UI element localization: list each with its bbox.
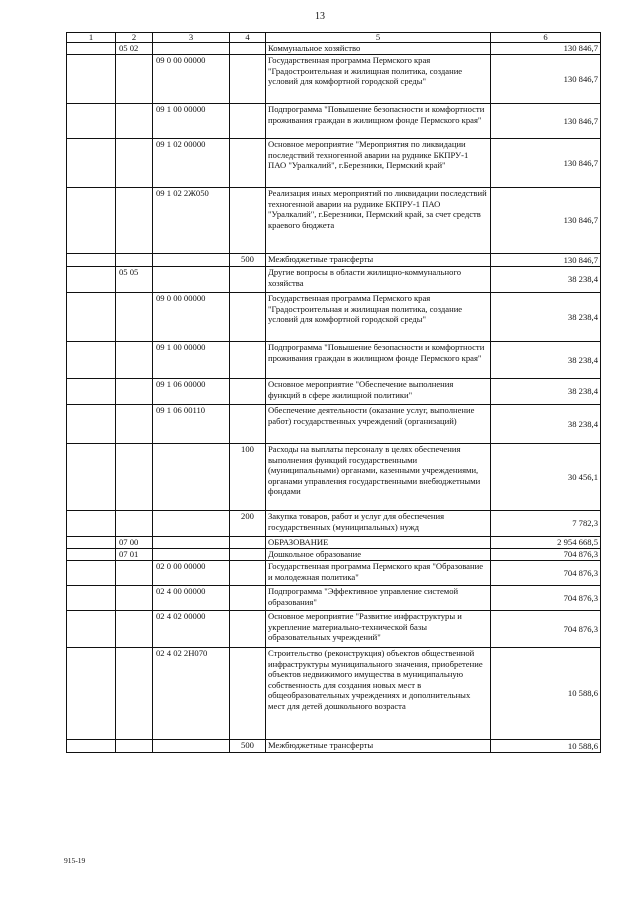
section-code bbox=[116, 104, 153, 139]
row-col-1 bbox=[67, 43, 116, 55]
row-col-1 bbox=[67, 55, 116, 104]
amount: 704 876,3 bbox=[491, 549, 601, 561]
table-row bbox=[67, 254, 601, 267]
section-code: 07 01 bbox=[116, 549, 153, 561]
target-article-code bbox=[153, 444, 230, 511]
target-article-code bbox=[153, 740, 230, 753]
amount: 704 876,3 bbox=[491, 561, 601, 586]
row-col-1 bbox=[67, 511, 116, 537]
target-article-code bbox=[153, 511, 230, 537]
item-name: Основное мероприятие "Мероприятия по ликвидации последствий техногенной аварии на руднике БКПРУ-1 ПАО "Уралкалий", г.Березники, Пермский край" bbox=[266, 139, 491, 188]
expense-type-code bbox=[230, 43, 266, 55]
section-code bbox=[116, 188, 153, 254]
document-code: 915-19 bbox=[64, 856, 86, 865]
section-code bbox=[116, 511, 153, 537]
row-col-1 bbox=[67, 254, 116, 267]
expense-type-code bbox=[230, 611, 266, 648]
section-code: 05 02 bbox=[116, 43, 153, 55]
expense-type-code: 500 bbox=[230, 740, 266, 753]
row-col-1 bbox=[67, 648, 116, 740]
target-article-code: 09 0 00 00000 bbox=[153, 55, 230, 104]
target-article-code bbox=[153, 254, 230, 267]
section-code bbox=[116, 586, 153, 611]
expense-type-code: 100 bbox=[230, 444, 266, 511]
row-col-1 bbox=[67, 444, 116, 511]
item-name: Закупка товаров, работ и услуг для обеспечения государственных (муниципальных) нужд bbox=[266, 511, 491, 537]
target-article-code: 09 0 00 00000 bbox=[153, 293, 230, 342]
amount: 130 846,7 bbox=[491, 104, 601, 139]
amount: 38 238,4 bbox=[491, 342, 601, 379]
section-code bbox=[116, 342, 153, 379]
header-col-3: 3 bbox=[153, 33, 230, 43]
section-code bbox=[116, 611, 153, 648]
table-row bbox=[67, 648, 601, 740]
target-article-code: 09 1 06 00110 bbox=[153, 405, 230, 444]
header-col-1: 1 bbox=[67, 33, 116, 43]
row-col-1 bbox=[67, 549, 116, 561]
item-name: Расходы на выплаты персоналу в целях обеспечения выполнения функций государственными (муниципальными) органами, казенными учреждениями, органами управления государственными внебюджетными фондами bbox=[266, 444, 491, 511]
table-row bbox=[67, 139, 601, 188]
expense-type-code bbox=[230, 104, 266, 139]
expense-type-code bbox=[230, 405, 266, 444]
section-code bbox=[116, 444, 153, 511]
header-col-2: 2 bbox=[116, 33, 153, 43]
section-code bbox=[116, 254, 153, 267]
amount: 10 588,6 bbox=[491, 648, 601, 740]
item-name: Подпрограмма "Повышение безопасности и комфортности проживания граждан в жилищном фонде Пермского края" bbox=[266, 342, 491, 379]
expense-type-code bbox=[230, 267, 266, 293]
row-col-1 bbox=[67, 586, 116, 611]
target-article-code bbox=[153, 537, 230, 549]
row-col-1 bbox=[67, 611, 116, 648]
expense-type-code bbox=[230, 293, 266, 342]
item-name: Дошкольное образование bbox=[266, 549, 491, 561]
target-article-code: 09 1 02 00000 bbox=[153, 139, 230, 188]
expense-type-code bbox=[230, 586, 266, 611]
amount: 130 846,7 bbox=[491, 188, 601, 254]
section-code bbox=[116, 139, 153, 188]
amount: 704 876,3 bbox=[491, 586, 601, 611]
item-name: Основное мероприятие "Развитие инфраструктуры и укрепление материально-технической базы образовательных учреждений" bbox=[266, 611, 491, 648]
header-col-6: 6 bbox=[491, 33, 601, 43]
item-name: Основное мероприятие "Обеспечение выполнения функций в сфере жилищной политики" bbox=[266, 379, 491, 405]
row-col-1 bbox=[67, 405, 116, 444]
table-row bbox=[67, 55, 601, 104]
target-article-code: 09 1 06 00000 bbox=[153, 379, 230, 405]
expense-type-code bbox=[230, 549, 266, 561]
table-row bbox=[67, 405, 601, 444]
row-col-1 bbox=[67, 342, 116, 379]
item-name: Коммунальное хозяйство bbox=[266, 43, 491, 55]
expense-type-code bbox=[230, 55, 266, 104]
target-article-code bbox=[153, 549, 230, 561]
table-row bbox=[67, 561, 601, 586]
expense-type-code bbox=[230, 561, 266, 586]
budget-table bbox=[66, 32, 601, 753]
expense-type-code bbox=[230, 648, 266, 740]
table-row bbox=[67, 444, 601, 511]
row-col-1 bbox=[67, 188, 116, 254]
amount: 10 588,6 bbox=[491, 740, 601, 753]
item-name: Межбюджетные трансферты bbox=[266, 740, 491, 753]
section-code bbox=[116, 379, 153, 405]
section-code bbox=[116, 561, 153, 586]
table-row bbox=[67, 188, 601, 254]
expense-type-code bbox=[230, 188, 266, 254]
expense-type-code: 500 bbox=[230, 254, 266, 267]
target-article-code: 02 4 00 00000 bbox=[153, 586, 230, 611]
target-article-code: 02 0 00 00000 bbox=[153, 561, 230, 586]
row-col-1 bbox=[67, 139, 116, 188]
section-code: 05 05 bbox=[116, 267, 153, 293]
row-col-1 bbox=[67, 740, 116, 753]
row-col-1 bbox=[67, 267, 116, 293]
target-article-code: 02 4 02 00000 bbox=[153, 611, 230, 648]
amount: 30 456,1 bbox=[491, 444, 601, 511]
item-name: Обеспечение деятельности (оказание услуг, выполнение работ) государственных учреждений (организаций) bbox=[266, 405, 491, 444]
amount: 2 954 668,5 bbox=[491, 537, 601, 549]
item-name: Государственная программа Пермского края "Образование и молодежная политика" bbox=[266, 561, 491, 586]
table-row bbox=[67, 342, 601, 379]
table-row bbox=[67, 267, 601, 293]
row-col-1 bbox=[67, 293, 116, 342]
expense-type-code bbox=[230, 139, 266, 188]
table-row bbox=[67, 549, 601, 561]
expense-type-code: 200 bbox=[230, 511, 266, 537]
table-row bbox=[67, 511, 601, 537]
amount: 704 876,3 bbox=[491, 611, 601, 648]
amount: 130 846,7 bbox=[491, 55, 601, 104]
item-name: Другие вопросы в области жилищно-коммунального хозяйства bbox=[266, 267, 491, 293]
section-code bbox=[116, 293, 153, 342]
target-article-code: 09 1 02 2Ж050 bbox=[153, 188, 230, 254]
target-article-code bbox=[153, 267, 230, 293]
table-row bbox=[67, 293, 601, 342]
amount: 38 238,4 bbox=[491, 405, 601, 444]
table-row bbox=[67, 611, 601, 648]
amount: 130 846,7 bbox=[491, 254, 601, 267]
amount: 38 238,4 bbox=[491, 267, 601, 293]
page-number: 13 bbox=[315, 11, 325, 22]
row-col-1 bbox=[67, 379, 116, 405]
item-name: Государственная программа Пермского края "Градостроительная и жилищная политика, создание условий для комфортной городской среды" bbox=[266, 55, 491, 104]
target-article-code: 09 1 00 00000 bbox=[153, 342, 230, 379]
item-name: Подпрограмма "Эффективное управление системой образования" bbox=[266, 586, 491, 611]
header-col-5: 5 bbox=[266, 33, 491, 43]
header-col-4: 4 bbox=[230, 33, 266, 43]
expense-type-code bbox=[230, 379, 266, 405]
item-name: Межбюджетные трансферты bbox=[266, 254, 491, 267]
target-article-code: 02 4 02 2Н070 bbox=[153, 648, 230, 740]
row-col-1 bbox=[67, 537, 116, 549]
table-row bbox=[67, 104, 601, 139]
section-code bbox=[116, 55, 153, 104]
item-name: Реализация иных мероприятий по ликвидации последствий техногенной аварии на руднике БКПРУ-1 ПАО "Уралкалий", г.Березники, Пермский край, за счет средств краевого бюджета bbox=[266, 188, 491, 254]
amount: 38 238,4 bbox=[491, 379, 601, 405]
amount: 7 782,3 bbox=[491, 511, 601, 537]
target-article-code: 09 1 00 00000 bbox=[153, 104, 230, 139]
amount: 130 846,7 bbox=[491, 43, 601, 55]
item-name: Строительство (реконструкция) объектов общественной инфраструктуры муниципального значения, приобретение объектов недвижимого имущества в муниципальную собственность для создания новых мест в общеобразовательных учреждениях и дополнительных мест для детей дошкольного возраста bbox=[266, 648, 491, 740]
section-code bbox=[116, 405, 153, 444]
item-name: ОБРАЗОВАНИЕ bbox=[266, 537, 491, 549]
row-col-1 bbox=[67, 561, 116, 586]
row-col-1 bbox=[67, 104, 116, 139]
target-article-code bbox=[153, 43, 230, 55]
table-row bbox=[67, 586, 601, 611]
table-row bbox=[67, 537, 601, 549]
table-row bbox=[67, 43, 601, 55]
section-code bbox=[116, 648, 153, 740]
table-row bbox=[67, 379, 601, 405]
expense-type-code bbox=[230, 342, 266, 379]
expense-type-code bbox=[230, 537, 266, 549]
item-name: Государственная программа Пермского края "Градостроительная и жилищная политика, создание условий для комфортной городской среды" bbox=[266, 293, 491, 342]
table-row bbox=[67, 740, 601, 753]
section-code bbox=[116, 740, 153, 753]
amount: 130 846,7 bbox=[491, 139, 601, 188]
section-code: 07 00 bbox=[116, 537, 153, 549]
header-row bbox=[67, 33, 601, 43]
amount: 38 238,4 bbox=[491, 293, 601, 342]
item-name: Подпрограмма "Повышение безопасности и комфортности проживания граждан в жилищном фонде Пермского края" bbox=[266, 104, 491, 139]
